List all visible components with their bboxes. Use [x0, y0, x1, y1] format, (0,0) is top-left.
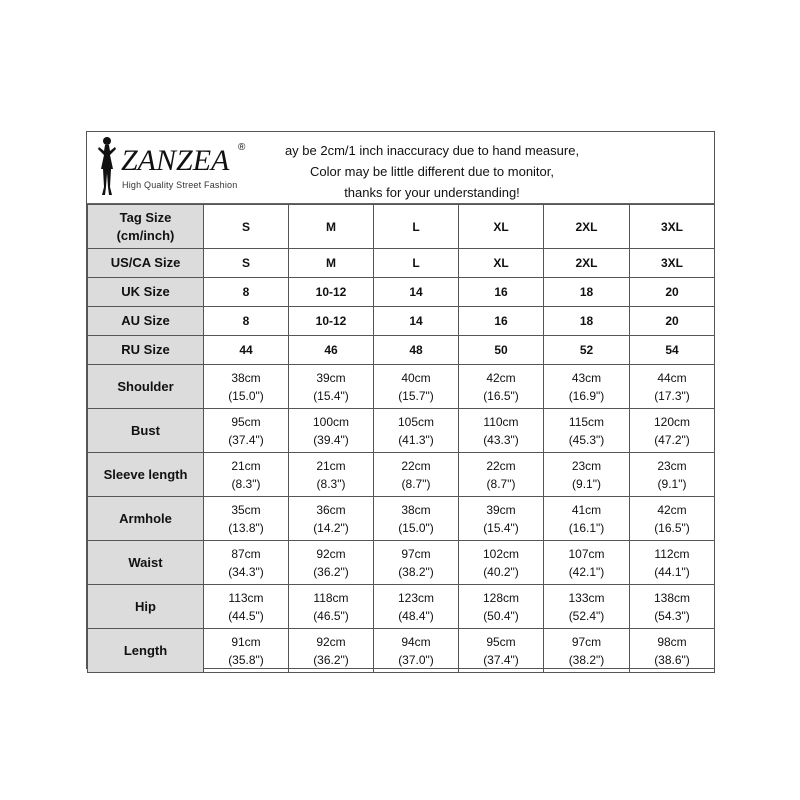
inch-value: (34.3") [228, 564, 264, 579]
cm-value: 112cm [654, 546, 690, 561]
cm-value: 100cm [312, 414, 350, 429]
measurement-cell [374, 541, 459, 585]
cm-value: 22cm [401, 458, 431, 473]
table-row [88, 585, 715, 629]
inch-value: (16.1") [568, 520, 605, 535]
size-header-cell: S [204, 205, 289, 249]
measurement-cell [204, 629, 289, 673]
inch-value: (38.2") [398, 564, 434, 579]
measurement-cell [459, 629, 544, 673]
cm-value: 97cm [401, 546, 431, 561]
size-header-cell: L [374, 205, 459, 249]
measurement-cell [289, 629, 374, 673]
measurement-cell [544, 629, 630, 673]
measurement-cell [630, 453, 715, 497]
size-header-cell: 3XL [630, 205, 715, 249]
size-cell: 3XL [630, 249, 715, 278]
measurement-cell [289, 453, 374, 497]
measurement-cell [374, 409, 459, 453]
inch-value: (38.6") [654, 652, 690, 667]
measurement-notice [262, 140, 602, 203]
cm-value: 39cm [486, 502, 516, 517]
inch-value: (37.0") [398, 652, 434, 667]
cm-value: 91cm [231, 634, 261, 649]
measurement-cell [630, 541, 715, 585]
measurement-cell [289, 365, 374, 409]
cm-value: 42cm [486, 370, 516, 385]
table-row [88, 336, 715, 365]
row-label: Bust [88, 409, 204, 453]
inch-value: (8.7") [486, 476, 516, 491]
measurement-cell [459, 365, 544, 409]
cm-value: 94cm [401, 634, 431, 649]
cm-value: 44cm [657, 370, 687, 385]
measurement-cell [374, 629, 459, 673]
cm-value: 38cm [401, 502, 431, 517]
measurement-cell [544, 453, 630, 497]
measurement-cell [204, 541, 289, 585]
cm-value: 38cm [231, 370, 261, 385]
header-label-line: Tag Size [119, 209, 172, 225]
row-label: UK Size [88, 278, 204, 307]
inch-value: (54.3") [654, 608, 690, 623]
row-label: Waist [88, 541, 204, 585]
inch-value: (50.4") [483, 608, 519, 623]
size-cell: 14 [374, 278, 459, 307]
size-cell: 46 [289, 336, 374, 365]
cm-value: 22cm [486, 458, 516, 473]
cm-value: 113cm [228, 590, 264, 605]
size-cell: 14 [374, 307, 459, 336]
measurement-cell [289, 497, 374, 541]
size-cell: M [289, 249, 374, 278]
size-header-cell: 2XL [544, 205, 630, 249]
table-row [88, 278, 715, 307]
inch-value: (9.1") [657, 476, 687, 491]
size-cell: 20 [630, 307, 715, 336]
inch-value: (37.4") [483, 652, 519, 667]
size-cell: 50 [459, 336, 544, 365]
inch-value: (36.2") [313, 564, 349, 579]
cm-value: 21cm [316, 458, 346, 473]
measurement-cell [459, 541, 544, 585]
inch-value: (8.3") [316, 476, 346, 491]
inch-value: (8.7") [401, 476, 431, 491]
inch-value: (43.3") [483, 432, 519, 447]
inch-value: (52.4") [568, 608, 605, 623]
notice-line: ay be 2cm/1 inch inaccuracy due to hand measure, [284, 143, 580, 158]
row-label: Shoulder [88, 365, 204, 409]
cm-value: 105cm [397, 414, 435, 429]
measurement-cell [459, 497, 544, 541]
inch-value: (14.2") [313, 520, 349, 535]
table-row [88, 453, 715, 497]
cm-value: 36cm [316, 502, 346, 517]
size-chart-sheet [86, 131, 715, 669]
cm-value: 21cm [231, 458, 261, 473]
table-row [88, 409, 715, 453]
measurement-cell [630, 585, 715, 629]
inch-value: (44.1") [654, 564, 690, 579]
measurement-cell [630, 365, 715, 409]
size-cell: 16 [459, 278, 544, 307]
inch-value: (9.1") [572, 476, 601, 491]
measurement-cell [459, 453, 544, 497]
inch-value: (17.3") [654, 388, 690, 403]
table-header-row [88, 205, 715, 249]
cm-value: 120cm [653, 414, 691, 429]
size-header-cell: M [289, 205, 374, 249]
inch-value: (42.1") [568, 564, 605, 579]
measurement-cell [459, 585, 544, 629]
size-cell: 20 [630, 278, 715, 307]
inch-value: (16.5") [483, 388, 519, 403]
inch-value: (41.3") [398, 432, 434, 447]
row-label: US/CA Size [88, 249, 204, 278]
dress-silhouette-icon [93, 135, 121, 197]
cm-value: 40cm [401, 370, 431, 385]
registered-mark: ® [238, 142, 246, 153]
brand-tagline: High Quality Street Fashion [122, 180, 238, 190]
size-cell: 2XL [544, 249, 630, 278]
table-row [88, 541, 715, 585]
size-cell: S [204, 249, 289, 278]
table-row [88, 249, 715, 278]
cm-value: 41cm [571, 502, 602, 517]
size-cell: XL [459, 249, 544, 278]
cm-value: 97cm [571, 634, 602, 649]
cm-value: 102cm [482, 546, 520, 561]
inch-value: (39.4") [313, 432, 349, 447]
cm-value: 87cm [231, 546, 261, 561]
row-label: RU Size [88, 336, 204, 365]
cm-value: 95cm [231, 414, 261, 429]
cm-value: 95cm [486, 634, 516, 649]
cm-value: 43cm [571, 370, 602, 385]
row-label [88, 205, 204, 249]
size-cell: L [374, 249, 459, 278]
measurement-cell [374, 365, 459, 409]
inch-value: (15.0") [398, 520, 434, 535]
cm-value: 115cm [568, 414, 605, 429]
brand-logo [91, 135, 261, 201]
cm-value: 107cm [568, 546, 605, 561]
inch-value: (15.7") [398, 388, 434, 403]
row-label: Armhole [88, 497, 204, 541]
size-cell: 18 [544, 307, 630, 336]
size-chart-header [87, 132, 714, 204]
measurement-cell [289, 541, 374, 585]
cm-value: 92cm [316, 634, 346, 649]
row-label: Length [88, 629, 204, 673]
inch-value: (48.4") [398, 608, 434, 623]
measurement-cell [204, 409, 289, 453]
inch-value: (36.2") [313, 652, 349, 667]
size-cell: 8 [204, 307, 289, 336]
cm-value: 138cm [653, 590, 691, 605]
inch-value: (13.8") [228, 520, 264, 535]
measurement-cell [204, 453, 289, 497]
inch-value: (15.4") [483, 520, 519, 535]
size-cell: 44 [204, 336, 289, 365]
measurement-cell [289, 585, 374, 629]
measurement-cell [459, 409, 544, 453]
row-label: AU Size [88, 307, 204, 336]
cm-value: 98cm [657, 634, 687, 649]
cm-value: 23cm [571, 458, 602, 473]
cm-value: 110cm [483, 414, 519, 429]
size-cell: 10-12 [289, 278, 374, 307]
measurement-cell [544, 497, 630, 541]
inch-value: (16.5") [654, 520, 690, 535]
cm-value: 35cm [231, 502, 261, 517]
cm-value: 42cm [657, 502, 687, 517]
measurement-cell [374, 453, 459, 497]
size-cell: 8 [204, 278, 289, 307]
inch-value: (46.5") [313, 608, 349, 623]
measurement-cell [374, 497, 459, 541]
size-header-cell: XL [459, 205, 544, 249]
cm-value: 39cm [316, 370, 346, 385]
measurement-cell [204, 365, 289, 409]
measurement-cell [630, 409, 715, 453]
measurement-cell [630, 629, 715, 673]
header-label-line: (cm/inch) [116, 227, 175, 243]
inch-value: (47.2") [654, 432, 690, 447]
size-table [87, 204, 715, 673]
size-cell: 16 [459, 307, 544, 336]
table-row [88, 497, 715, 541]
measurement-cell [204, 585, 289, 629]
measurement-cell [544, 541, 630, 585]
measurement-cell [204, 497, 289, 541]
row-label: Hip [88, 585, 204, 629]
size-cell: 48 [374, 336, 459, 365]
inch-value: (8.3") [231, 476, 261, 491]
cm-value: 128cm [482, 590, 520, 605]
notice-line: thanks for your understanding! [344, 185, 520, 200]
inch-value: (35.8") [228, 652, 264, 667]
size-cell: 10-12 [289, 307, 374, 336]
measurement-cell [374, 585, 459, 629]
measurement-cell [544, 409, 630, 453]
size-cell: 54 [630, 336, 715, 365]
inch-value: (16.9") [568, 388, 605, 403]
table-row [88, 307, 715, 336]
size-cell: 18 [544, 278, 630, 307]
inch-value: (40.2") [483, 564, 519, 579]
measurement-cell [544, 585, 630, 629]
notice-line: Color may be little different due to monitor, [310, 164, 554, 179]
measurement-cell [289, 409, 374, 453]
cm-value: 133cm [568, 590, 605, 605]
brand-name: ZANZEA [121, 144, 230, 177]
size-cell: 52 [544, 336, 630, 365]
table-row [88, 629, 715, 673]
cm-value: 23cm [657, 458, 687, 473]
inch-value: (37.4") [228, 432, 264, 447]
inch-value: (38.2") [568, 652, 605, 667]
cm-value: 123cm [397, 590, 435, 605]
measurement-cell [544, 365, 630, 409]
row-label: Sleeve length [88, 453, 204, 497]
cm-value: 92cm [316, 546, 346, 561]
cm-value: 118cm [313, 590, 349, 605]
measurement-cell [630, 497, 715, 541]
inch-value: (44.5") [228, 608, 264, 623]
inch-value: (15.4") [313, 388, 349, 403]
inch-value: (45.3") [568, 432, 605, 447]
table-row [88, 365, 715, 409]
inch-value: (15.0") [228, 388, 264, 403]
